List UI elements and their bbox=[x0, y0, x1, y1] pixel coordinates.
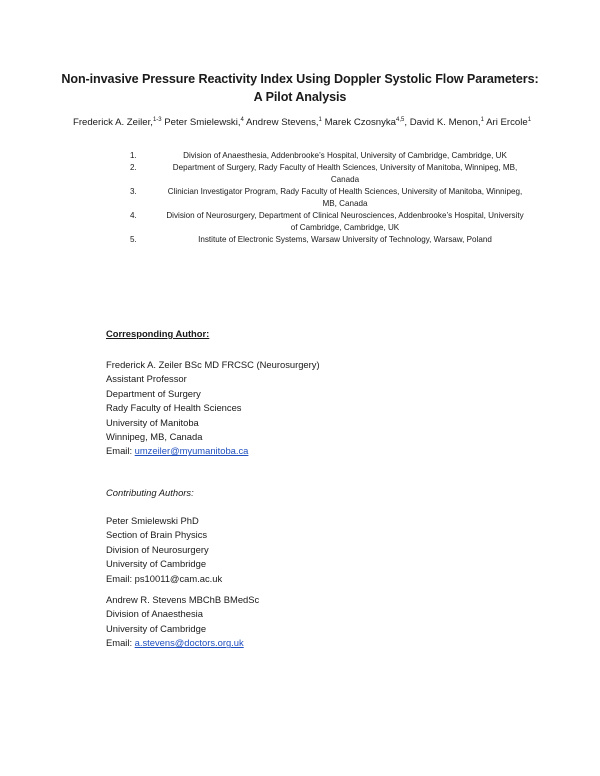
corresponding-email-link[interactable]: umzeiler@myumanitoba.ca bbox=[134, 445, 249, 457]
corresponding-email-line bbox=[106, 444, 320, 458]
contributing-email-text: ps10011@cam.ac.uk bbox=[134, 572, 223, 584]
contributing-line: Division of Neurosurgery bbox=[106, 543, 209, 555]
affiliation-text: Clinician Investigator Program, Rady Faculty of Health Sciences, University of Manitoba, Winnipeg, MB, Canada bbox=[167, 187, 523, 208]
affiliation-text: Division of Anaesthesia, Addenbrooke’s Hospital, University of Cambridge, Cambridge, UK bbox=[183, 151, 507, 160]
affiliation-number: 4. bbox=[130, 211, 137, 220]
contributing-email-link[interactable]: a.stevens@doctors.org.uk bbox=[134, 637, 244, 649]
affiliation-item bbox=[118, 186, 538, 210]
author-name: Frederick A. Zeiler, bbox=[72, 117, 153, 128]
contributing-line: Andrew R. Stevens MBChB BMedSc bbox=[106, 594, 260, 605]
affiliation-text: Division of Neurosurgery, Department of Clinical Neurosciences, Addenbrooke’s Hospital, University of Cambridge, Cambridge, UK bbox=[166, 211, 524, 232]
contributing-line: University of Cambridge bbox=[106, 558, 207, 570]
affiliation-item bbox=[118, 162, 538, 186]
affiliation-number: 3. bbox=[130, 187, 137, 196]
author-name: Peter Smielewski, bbox=[164, 117, 241, 128]
corresponding-line: Assistant Professor bbox=[106, 373, 187, 385]
affiliation-number: 5. bbox=[130, 235, 137, 244]
contributing-authors-heading: Contributing Authors: bbox=[106, 487, 194, 498]
contributing-line: Section of Brain Physics bbox=[106, 529, 208, 541]
contributing-author-stevens bbox=[106, 593, 259, 651]
contributing-line: Peter Smielewski PhD bbox=[106, 515, 199, 526]
affiliation-list bbox=[118, 150, 538, 246]
contributing-line: University of Cambridge bbox=[106, 622, 207, 634]
title-line-2: A Pilot Analysis bbox=[253, 90, 347, 104]
author-affil-sup: 1-3 bbox=[152, 117, 162, 123]
author-affil-sup: 1 bbox=[318, 117, 322, 123]
email-label: Email: bbox=[106, 445, 135, 457]
affiliation-text: Institute of Electronic Systems, Warsaw University of Technology, Warsaw, Poland bbox=[198, 235, 492, 244]
affiliation-item bbox=[118, 210, 538, 234]
email-label: Email: bbox=[106, 637, 135, 649]
author-affil-sup: 1 bbox=[480, 117, 484, 123]
corresponding-line: Frederick A. Zeiler BSc MD FRCSC (Neurosurgery) bbox=[106, 359, 320, 370]
author-affil-sup: 4 bbox=[240, 117, 244, 123]
corresponding-line: University of Manitoba bbox=[106, 416, 199, 428]
contributing-email-line bbox=[106, 572, 222, 586]
affiliation-text: Department of Surgery, Rady Faculty of Health Sciences, University of Manitoba, Winnipeg, MB, Canada bbox=[172, 163, 518, 184]
author-name: Ari Ercole bbox=[486, 117, 528, 128]
contributing-email-line bbox=[106, 636, 259, 650]
affiliation-item bbox=[118, 234, 538, 246]
contributing-line: Division of Anaesthesia bbox=[106, 608, 203, 620]
corresponding-author-details bbox=[106, 358, 320, 459]
affiliation-number: 2. bbox=[130, 163, 137, 172]
corresponding-line: Department of Surgery bbox=[106, 387, 201, 399]
corresponding-line: Winnipeg, MB, Canada bbox=[106, 431, 203, 443]
author-list bbox=[52, 115, 552, 130]
email-label: Email: bbox=[106, 572, 135, 584]
author-name: , David K. Menon, bbox=[404, 117, 481, 128]
corresponding-line: Rady Faculty of Health Sciences bbox=[106, 402, 242, 414]
affiliation-item bbox=[118, 150, 538, 162]
paper-title bbox=[40, 70, 560, 106]
corresponding-author-heading: Corresponding Author: bbox=[106, 328, 210, 339]
contributing-author-smielewski bbox=[106, 514, 222, 586]
title-line-1: Non-invasive Pressure Reactivity Index Using Doppler Systolic Flow Parameters: bbox=[61, 72, 539, 86]
author-affil-sup: 4,5 bbox=[396, 117, 405, 123]
author-affil-sup: 1 bbox=[527, 117, 532, 123]
author-name: Marek Czosnyka bbox=[324, 117, 397, 128]
author-name: Andrew Stevens, bbox=[246, 117, 319, 128]
affiliation-number: 1. bbox=[130, 151, 137, 160]
